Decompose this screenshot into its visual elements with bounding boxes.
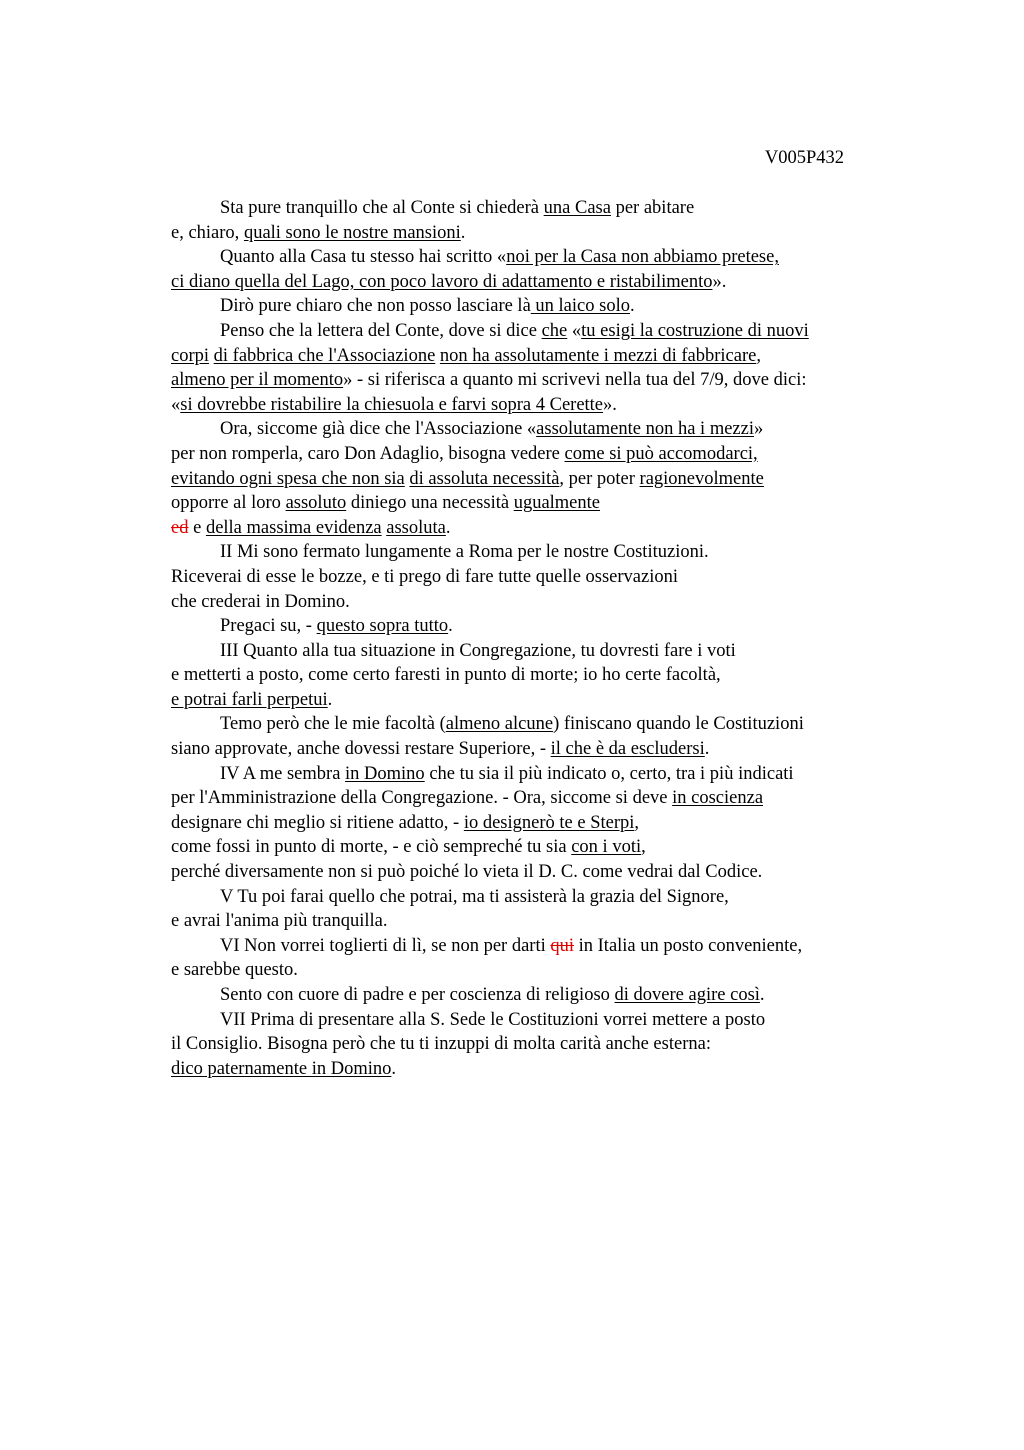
text-segment: . bbox=[448, 616, 453, 637]
text-line bbox=[171, 565, 891, 590]
underlined-text: dico paternamente in Domino bbox=[171, 1058, 392, 1079]
text-segment: e avrai l'anima più tranquilla. bbox=[171, 911, 388, 932]
text-line bbox=[171, 442, 891, 467]
letter-body bbox=[171, 196, 891, 1081]
underlined-text: una Casa bbox=[543, 198, 611, 218]
underlined-text: evitando ogni spesa che non sia bbox=[171, 468, 405, 489]
text-line bbox=[171, 639, 891, 664]
underlined-text: in coscienza bbox=[672, 788, 764, 809]
text-segment: ». bbox=[712, 271, 727, 292]
text-segment: . bbox=[704, 739, 710, 760]
underlined-text: ragionevolmente bbox=[639, 468, 764, 489]
text-segment: siano approvate, anche dovessi restare Superiore, - bbox=[171, 739, 551, 760]
text-line bbox=[171, 885, 891, 910]
underlined-text: il che è da escludersi bbox=[550, 739, 705, 760]
underlined-text: di dovere agire così bbox=[614, 985, 760, 1005]
text-segment: , bbox=[641, 837, 646, 858]
text-line bbox=[171, 688, 891, 713]
text-segment: Penso che la lettera del Conte, dove si dice bbox=[220, 320, 542, 341]
text-line bbox=[171, 393, 891, 418]
text-segment: , per poter bbox=[559, 468, 640, 489]
text-line bbox=[171, 319, 891, 344]
text-line bbox=[171, 270, 891, 295]
underlined-text: corpi bbox=[171, 345, 210, 366]
text-segment: ». bbox=[603, 394, 617, 415]
text-line bbox=[171, 958, 891, 983]
text-segment: perché diversamente non si può poiché lo vieta il D. C. come vedrai dal Codice. bbox=[171, 862, 763, 883]
underlined-text: e potrai farli perpetui bbox=[171, 689, 328, 710]
underlined-text: ci diano quella del Lago, con poco lavoro di adattamento e ristabilimento bbox=[171, 271, 713, 292]
text-line bbox=[171, 909, 891, 934]
text-segment: VI Non vorrei toglierti di lì, se non per darti bbox=[220, 935, 551, 956]
text-segment: II Mi sono fermato lungamente a Roma per le nostre Costituzioni. bbox=[220, 542, 709, 563]
text-line bbox=[171, 786, 891, 811]
underlined-text: che bbox=[541, 320, 568, 341]
underlined-text: noi per la Casa non abbiamo pretese, bbox=[506, 247, 779, 268]
text-segment: . bbox=[629, 296, 635, 317]
underlined-text: almeno per il momento bbox=[171, 370, 344, 391]
underlined-text: quali sono le nostre mansioni bbox=[243, 222, 461, 243]
text-segment: . bbox=[327, 689, 333, 710]
text-segment: Riceverai di esse le bozze, e ti prego di fare tutte quelle osservazioni bbox=[171, 566, 678, 587]
underlined-text: come si può accomodarci, bbox=[564, 443, 758, 464]
underlined-text: in Domino bbox=[345, 763, 425, 784]
text-segment: , bbox=[634, 812, 640, 833]
text-line bbox=[171, 1057, 891, 1082]
text-segment: Ora, siccome già dice che l'Associazione « bbox=[220, 419, 537, 440]
text-line bbox=[171, 663, 891, 688]
text-line bbox=[171, 934, 891, 959]
text-segment: . bbox=[445, 517, 451, 538]
text-line bbox=[171, 491, 891, 516]
underlined-text: di assoluta necessità bbox=[409, 468, 560, 489]
text-segment: come fossi in punto di morte, - e ciò sempreché tu sia bbox=[171, 837, 572, 858]
text-segment: e bbox=[188, 517, 206, 538]
text-segment: Sta pure tranquillo che al Conte si chiederà bbox=[220, 198, 544, 218]
underlined-text: si dovrebbe ristabilire la chiesuola e farvi sopra 4 Cerette bbox=[180, 394, 604, 415]
underlined-text: almeno alcune bbox=[445, 714, 554, 735]
text-segment: Sento con cuore di padre e per coscienza di religioso bbox=[220, 985, 615, 1005]
underlined-text: assolutamente non ha i mezzi bbox=[536, 419, 754, 440]
text-segment: . bbox=[391, 1058, 397, 1079]
text-line bbox=[171, 196, 891, 221]
text-segment: e metterti a posto, come certo faresti in punto di morte; io ho certe facoltà, bbox=[171, 665, 721, 686]
underlined-text: assoluta bbox=[386, 517, 446, 538]
text-segment: VII Prima di presentare alla S. Sede le Costituzioni vorrei mettere a posto bbox=[220, 1009, 766, 1030]
text-segment: , bbox=[756, 345, 761, 366]
text-segment: » bbox=[754, 419, 764, 440]
text-line bbox=[171, 983, 891, 1008]
text-segment: « bbox=[567, 320, 582, 341]
underlined-text: assoluto bbox=[285, 493, 347, 514]
text-segment: . bbox=[460, 222, 466, 243]
text-line bbox=[171, 540, 891, 565]
text-segment: e, chiaro, bbox=[171, 222, 244, 243]
text-line bbox=[171, 590, 891, 615]
deleted-text: qui bbox=[550, 935, 574, 956]
text-line bbox=[171, 1008, 891, 1033]
text-segment: Quanto alla Casa tu stesso hai scritto « bbox=[220, 247, 507, 268]
text-line bbox=[171, 737, 891, 762]
text-segment: ) finiscano quando le Costituzioni bbox=[553, 714, 804, 735]
underlined-text: tu esigi la costruzione di nuovi bbox=[581, 320, 809, 341]
text-line bbox=[171, 1032, 891, 1057]
underlined-text: ugualmente bbox=[513, 493, 600, 514]
text-line bbox=[171, 294, 891, 319]
text-segment: diniego una necessità bbox=[346, 493, 514, 514]
underlined-text: un laico solo bbox=[530, 296, 630, 317]
text-segment: che crederai in Domino. bbox=[171, 591, 350, 612]
text-segment: IV A me sembra bbox=[220, 763, 346, 784]
text-segment: Dirò pure chiaro che non posso lasciare là bbox=[220, 296, 531, 317]
text-segment: designare chi meglio si ritiene adatto, - bbox=[171, 812, 464, 833]
text-segment: V Tu poi farai quello che potrai, ma ti assisterà la grazia del Signore, bbox=[220, 886, 729, 907]
underlined-text: questo sopra tutto bbox=[316, 616, 449, 637]
text-line bbox=[171, 860, 891, 885]
text-line bbox=[171, 712, 891, 737]
text-line bbox=[171, 344, 891, 369]
underlined-text: con i voti bbox=[571, 837, 642, 858]
text-line bbox=[171, 245, 891, 270]
text-segment: per abitare bbox=[610, 198, 695, 218]
text-segment: Temo però che le mie facoltà ( bbox=[220, 714, 446, 735]
text-segment: in Italia un posto conveniente, bbox=[574, 935, 803, 956]
text-segment: per l'Amministrazione della Congregazione. - Ora, siccome si deve bbox=[171, 788, 673, 809]
text-segment: « bbox=[171, 394, 181, 415]
text-line bbox=[171, 835, 891, 860]
text-segment: . bbox=[759, 985, 765, 1005]
page-identifier: V005P432 bbox=[764, 148, 844, 168]
text-line bbox=[171, 467, 891, 492]
text-line bbox=[171, 221, 891, 246]
text-line bbox=[171, 614, 891, 639]
text-line bbox=[171, 762, 891, 787]
underlined-text: non ha assolutamente i mezzi di fabbricare bbox=[439, 345, 757, 366]
underlined-text: io designerò te e Sterpi bbox=[463, 812, 635, 833]
text-segment: il Consiglio. Bisogna però che tu ti inzuppi di molta carità anche esterna: bbox=[171, 1034, 711, 1055]
text-line bbox=[171, 368, 891, 393]
text-segment: » - si riferisca a quanto mi scrivevi nella tua del 7/9, dove dici: bbox=[343, 370, 807, 391]
text-segment: opporre al loro bbox=[171, 493, 286, 514]
text-segment: per non romperla, caro Don Adaglio, bisogna vedere bbox=[171, 443, 565, 464]
text-segment: Pregaci su, - bbox=[220, 616, 317, 637]
text-segment: e sarebbe questo. bbox=[171, 960, 298, 981]
deleted-text: ed bbox=[171, 517, 189, 538]
text-segment: che tu sia il più indicato o, certo, tra i più indicati bbox=[424, 763, 794, 784]
text-line bbox=[171, 516, 891, 541]
text-line bbox=[171, 417, 891, 442]
text-line bbox=[171, 811, 891, 836]
underlined-text: della massima evidenza bbox=[205, 517, 382, 538]
text-segment: III Quanto alla tua situazione in Congregazione, tu dovresti fare i voti bbox=[220, 640, 736, 661]
underlined-text: di fabbrica che l'Associazione bbox=[213, 345, 436, 366]
